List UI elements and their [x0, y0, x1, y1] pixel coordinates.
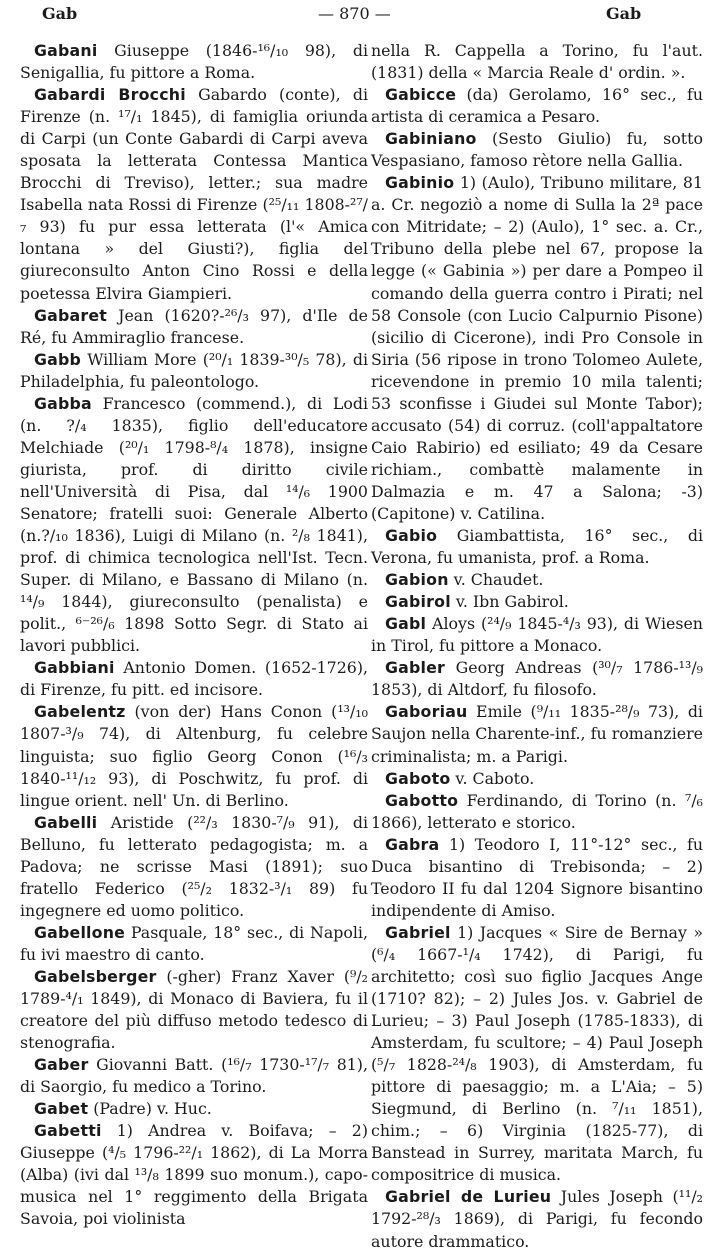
entry-headword: Gabinio [385, 173, 455, 193]
dictionary-entry [20, 922, 368, 966]
entry-text: 1) Jacques « Sire de Bernay » (⁶/₄ 1667-¹/₄ 1742), di Parigi, fu architetto; così suo figlio Jacques Ange (1710? 82); – 2) Jules Jos. v. Gabriel de Lurieu; – 3) Paul Joseph (1785-1833), di Amsterdam, fu scultore; – 4) Paul Joseph (⁵/₇ 1828-²⁴/₈ 1903), di Amsterdam, fu pittore di paesaggio; m. a L'Aia; – 5) Siegmund, di Berlino (n. ⁷/₁₁ 1851), chim.; – 6) Virginia (1825-77), di Banstead in Surrey, maritata March, fu compositrice di musica. [371, 922, 703, 1185]
entry-text: 1) Andrea v. Boifava; – 2) Giuseppe (⁴/₅ 1796-²²/₁ 1862), di La Morra (Alba) (ivi dal ¹³/₈ 1899 suo monum.), capo-musica nel 1° reggimento della Brigata Savoia, poi violinista [20, 1121, 368, 1229]
entry-headword: Gabriel de Lurieu [385, 1187, 552, 1207]
entry-text: Georg Andreas (³⁰/₇ 1786-¹³/₉ 1853), di Altdorf, fu filosofo. [371, 658, 703, 700]
entry-text: Emile (⁹/₁₁ 1835-²⁸/₉ 73), di Saujon nella Charente-inf., fu romanziere criminalista; m. a Parigi. [371, 702, 703, 766]
entry-text: (-gher) Franz Xaver (⁹/₂ 1789-⁴/₁ 1849), di Monaco di Baviera, fu il creatore del più diffuso metodo tedesco di stenografia. [20, 966, 368, 1053]
entry-headword: Gabelli [34, 812, 98, 832]
entry-text: Jules Joseph (¹¹/₂ 1792-²⁸/₃ 1869), di Parigi, fu fecondo autore drammatico. [371, 1187, 703, 1251]
entry-headword: Gabirol [385, 592, 451, 612]
entry-headword: Gabelentz [34, 702, 126, 722]
entry-headword: Gabani [34, 41, 98, 60]
dictionary-entry [20, 812, 368, 922]
dictionary-entry [371, 84, 703, 128]
running-head-right: Gab [606, 4, 642, 23]
dictionary-entry [371, 591, 703, 613]
entry-text: Pasquale, 18° sec., di Napoli, fu ivi maestro di canto. [20, 922, 368, 964]
entry-text: Francesco (commend.), di Lodi (n. ?/₄ 1835), figlio dell'educatore Melchiade (²⁰/₁ 1798-⁸/₄ 1878), insigne giurista, prof. di diritto civile nell'Università di Pisa, dal ¹⁴/₆ 1900 Senatore; fratelli suoi: Generale Alberto (n.?/₁₀ 1836), Luigi di Milano (n. ²/₈ 1841), prof. di chimica tecnologica nell'Ist. Tecn. Super. di Milano, e Bassano di Milano (n. ¹⁴/₉ 1844), giureconsulto (penalista) e polit., ⁶⁻²⁶/₆ 1898 Sotto Segr. di Stato ai lavori pubblici. [20, 393, 368, 656]
entry-text: Ferdinando, di Torino (n. ⁷/₆ 1866), letterato e storico. [371, 790, 703, 832]
entry-text: (da) Gerolamo, 16° sec., fu artista di ceramica a Pesaro. [371, 85, 703, 127]
entry-headword: Gabiniano [385, 129, 477, 149]
page-header [0, 4, 718, 28]
dictionary-entry [371, 657, 703, 701]
entry-headword: Gabriel [385, 922, 451, 942]
dictionary-entry [371, 790, 703, 834]
entry-headword: Gabl [385, 614, 427, 634]
entry-text: Aristide (²²/₃ 1830-⁷/₉ 91), di Belluno, fu letterato pedagogista; m. a Padova; ne scrisse Masi (1891); suo fratello Federico (²⁵/₂ 1832-³/₁ 89) fu ingegnere ed uomo politico. [20, 812, 368, 920]
dictionary-entry [371, 525, 703, 569]
page-number: — 870 — [318, 4, 391, 23]
right-column [371, 40, 703, 1253]
entry-headword: Gabler [385, 658, 446, 678]
entry-text: Jean (1620?-²⁶/₃ 97), d'Ile de Ré, fu Ammiraglio francese. [20, 305, 368, 347]
entry-headword: Gabotto [385, 790, 459, 810]
dictionary-entry [20, 966, 368, 1054]
entry-headword: Gabelsberger [34, 966, 157, 986]
dictionary-entry [20, 40, 368, 84]
dictionary-entry [371, 40, 703, 84]
entry-headword: Gabion [385, 570, 449, 590]
entry-text: v. Caboto. [450, 768, 535, 788]
entry-headword: Gabellone [34, 922, 126, 942]
entry-text: 1) Teodoro I, 11°-12° sec., fu Duca bisantino di Trebisonda; – 2) Teodoro II fu dal 1204 Signore bisantino indipendente di Amiso. [371, 834, 703, 920]
entry-headword: Gaboriau [385, 702, 468, 722]
entry-text: Giambattista, 16° sec., di Verona, fu umanista, prof. a Roma. [371, 526, 703, 568]
entry-text: Gabardo (conte), di Firenze (n. ¹⁷/₁ 1845), di famiglia oriunda di Carpi (un Conte Gabardi di Carpi aveva sposata la letterata Contessa Mantica Brocchi di Treviso), letter.; sua madre Isabella nata Rossi di Firenze (²⁵/₁₁ 1808-²⁷/₇ 93) fu pur essa letterata (l'« Amica lontana » del Giusti?), figlia del giureconsulto Anton Cino Rossi e della poetessa Elvira Giampieri. [20, 85, 368, 303]
entry-text: Giovanni Batt. (¹⁶/₇ 1730-¹⁷/₇ 81), di Saorgio, fu medico a Torino. [20, 1055, 368, 1097]
entry-headword: Gabb [34, 349, 82, 369]
dictionary-entry [20, 1098, 368, 1120]
dictionary-entry [20, 349, 368, 393]
entry-text: (von der) Hans Conon (¹³/₁₀ 1807-³/₉ 74), di Altenburg, fu celebre linguista; suo figlio Georg Conon (¹⁶/₃ 1840-¹¹/₁₂ 93), di Poschwitz, fu prof. di lingue orient. nell' Un. di Berlino. [20, 702, 368, 810]
dictionary-entry [371, 1186, 703, 1252]
dictionary-entry [20, 657, 368, 701]
entry-text: Antonio Domen. (1652-1726), di Firenze, fu pitt. ed incisore. [20, 658, 368, 700]
dictionary-entry [371, 172, 703, 525]
dictionary-entry [371, 613, 703, 657]
entry-headword: Gabbiani [34, 658, 115, 678]
dictionary-entry [371, 128, 703, 172]
entry-text: nella R. Cappella a Torino, fu l'aut. (1831) della « Marcia Reale d' ordin. ». [371, 41, 703, 83]
running-head-left: Gab [42, 4, 78, 23]
dictionary-entry [20, 84, 368, 304]
entry-headword: Gaboto [385, 768, 451, 788]
dictionary-entry [371, 834, 703, 922]
dictionary-entry [371, 701, 703, 767]
entry-text: (Padre) v. Huc. [88, 1099, 212, 1119]
dictionary-entry [371, 569, 703, 591]
entry-headword: Gabicce [385, 85, 457, 105]
entry-headword: Gabio [385, 526, 438, 546]
dictionary-entry [20, 393, 368, 658]
entry-text: v. Chaudet. [448, 570, 544, 590]
entry-headword: Gabet [34, 1099, 89, 1119]
dictionary-entry [20, 1120, 368, 1230]
left-column [20, 40, 368, 1231]
entry-text: Aloys (²⁴/₉ 1845-⁴/₃ 93), di Wiesen in Tirol, fu pittore a Monaco. [371, 614, 703, 656]
dictionary-entry [20, 701, 368, 811]
entry-text: Giuseppe (1846-¹⁶/₁₀ 98), di Senigallia, fu pittore a Roma. [20, 41, 368, 83]
entry-text: William More (²⁰/₁ 1839-³⁰/₅ 78), di Philadelphia, fu paleontologo. [20, 349, 368, 391]
entry-text: v. Ibn Gabirol. [450, 592, 569, 612]
entry-text: 1) (Aulo), Tribuno militare, 81 a. Cr. negoziò a nome di Sulla la 2ª pace con Mitridate; – 2) (Aulo), 1° sec. a. Cr., Tribuno della plebe nel 67, propose la legge (« Gabinia ») per dare a Pompeo il comando della guerra contro i Pirati; nel 58 Console (con Lucio Calpurnio Pisone) (sicilio di Cicerone), indi Pro Console in Siria (56 ripose in trono Tolomeo Aulete, ricevendone in premio 10 mila talenti; 53 sconfisse i Giudei sul Monte Tabor); accusato (54) di corruz. (coll'appaltatore Caio Rabirio) ed esiliato; 49 da Cesare richiam., combattè malamente in Dalmazia e m. 47 a Salona; -3) (Capitone) v. Catilina. [371, 173, 703, 523]
entry-headword: Gabetti [34, 1121, 102, 1141]
entry-headword: Gabardi Brocchi [34, 85, 186, 105]
entry-headword: Gabaret [34, 305, 108, 325]
dictionary-entry [20, 305, 368, 349]
entry-text: (Sesto Giulio) fu, sotto Vespasiano, famoso rètore nella Gallia. [371, 129, 703, 171]
entry-headword: Gaber [34, 1055, 89, 1075]
entry-headword: Gabba [34, 393, 92, 413]
dictionary-entry [371, 768, 703, 790]
dictionary-entry [371, 922, 703, 1187]
entry-headword: Gabra [385, 834, 440, 854]
dictionary-entry [20, 1054, 368, 1098]
